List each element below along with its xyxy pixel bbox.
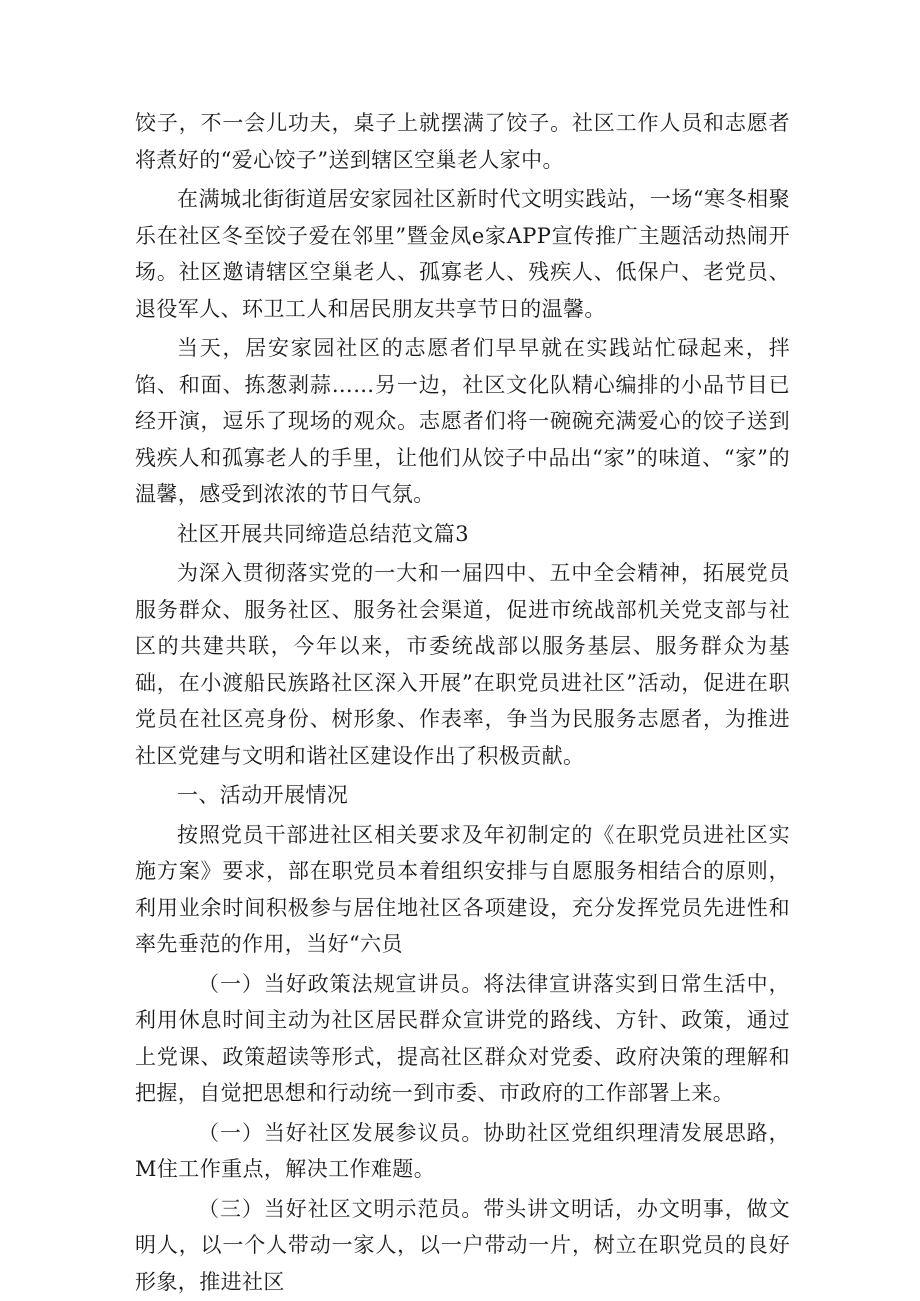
paragraph-party-spirit: 为深入贯彻落实党的一大和一届四中、五中全会精神，拓展党员服务群众、服务社区、服务社会渠道，促进市统战部机关党支部与社区的共建共联，今年以来，市委统战部以服务基层、服务群众为基础，在小渡船民族路社区深入开展”在职党员进社区”活动，促进在职党员在社区亮身份、树形象、作表率，争当为民服务志愿者，为推进社区党建与文明和谐社区建设作出了积极贡献。 <box>135 561 790 768</box>
document-body <box>135 105 790 1300</box>
heading-activity-status: 一、活动开展情况 <box>177 783 349 807</box>
paragraph-dumplings-intro: 饺子，不一会儿功夫，桌子上就摆满了饺子。社区工作人员和志愿者将煮好的“爱心饺子”送到辖区空巢老人家中。 <box>135 111 790 172</box>
section-heading-article-3: 社区开展共同缔造总结范文篇3 <box>177 521 469 546</box>
paragraph-development-advisor: （一）当好社区发展参议员。协助社区党组织理清发展思路，M住工作重点，解决工作难题。 <box>135 1120 790 1181</box>
paragraph-policy-speaker: （一）当好政策法规宣讲员。将法律宣讲落实到日常生活中，利用休息时间主动为社区居民群众宣讲党的路线、方针、政策，通过上党课、政策超读等形式，提高社区群众对党委、政府决策的理解和把握，自觉把思想和行动统一到市委、市政府的工作部署上来。 <box>135 971 790 1105</box>
paragraph-civilization-model: （三）当好社区文明示范员。带头讲文明话，办文明事，做文明人，以一个人带动一家人，以一户带动一片，树立在职党员的良好形象，推进社区 <box>135 1196 790 1294</box>
paragraph-volunteers: 当天，居安家园社区的志愿者们早早就在实践站忙碌起来，拌馅、和面、拣葱剥蒜……另一边，社区文化队精心编排的小品节目已经开演，逗乐了现场的观众。志愿者们将一碗碗充满爱心的饺子送到残疾人和孤寡老人的手里，让他们从饺子中品出“家”的味道、“家”的温馨，感受到浓浓的节日气氛。 <box>135 336 790 506</box>
paragraph-implementation-plan: 按照党员干部进社区相关要求及年初制定的《在职党员进社区实施方案》要求，部在职党员本着组织安排与自愿服务相结合的原则，利用业余时间积极参与居住地社区各项建设，充分发挥党员先进性和率先垂范的作用，当好“六员 <box>135 822 790 956</box>
paragraph-winter-event: 在满城北街街道居安家园社区新时代文明实践站，一场“寒冬相聚乐在社区冬至饺子爱在邻里”暨金凤e家APP宣传推广主题活动热闹开场。社区邀请辖区空巢老人、孤寡老人、残疾人、低保户、老党员、退役军人、环卫工人和居民朋友共享节日的温馨。 <box>135 187 790 321</box>
